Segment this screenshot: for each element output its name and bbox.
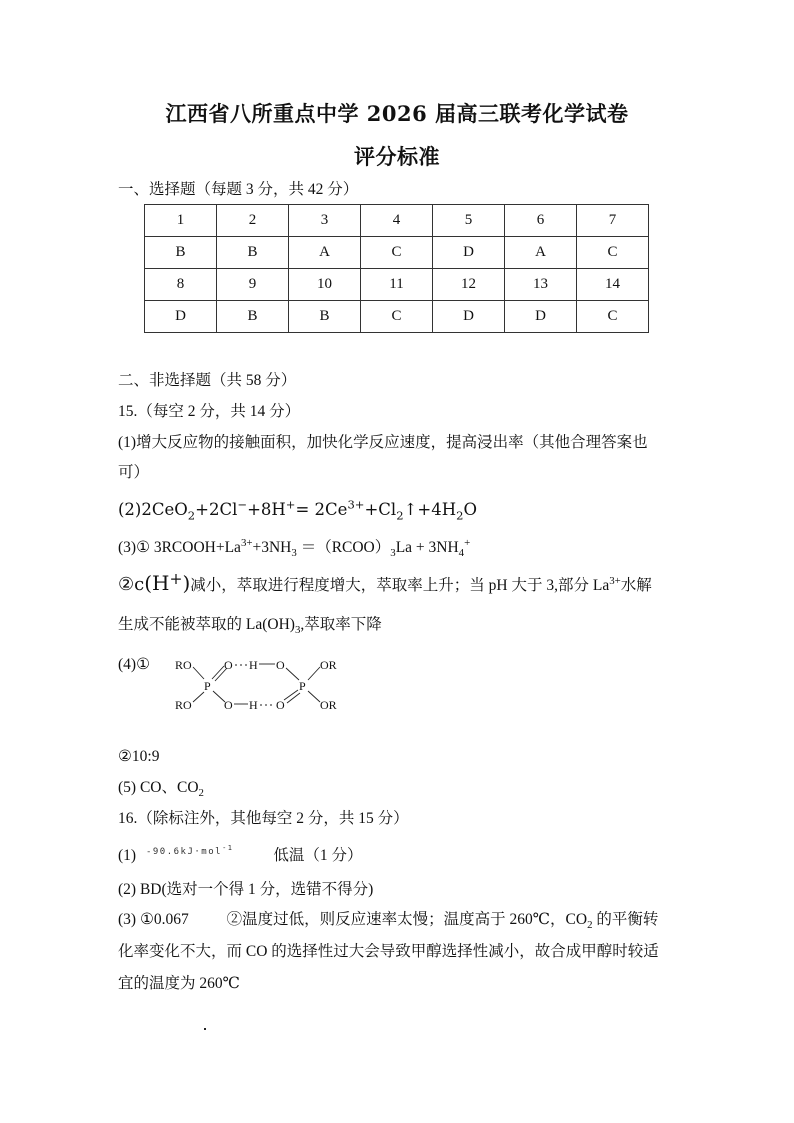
- table-cell: 5: [433, 205, 505, 237]
- q16-p3-line2: 化率变化不大，而 CO 的选择性过大会导致甲醇选择性减小，故合成甲醇时较适: [118, 943, 659, 960]
- table-cell: C: [361, 237, 433, 269]
- q16-p2: (2) BD(选对一个得 1 分，选错不得分): [118, 881, 374, 898]
- bond: [308, 691, 320, 702]
- section1-heading: 一、选择题（每题 3 分，共 42 分）: [118, 181, 359, 198]
- table-cell: 13: [505, 269, 577, 301]
- table-cell: B: [145, 237, 217, 269]
- q16-p1: (1) $^{-90.6kJ\cdot mol-1}$ 低温（1 分）: [118, 844, 363, 864]
- table-cell: 1: [145, 205, 217, 237]
- table-cell: 4: [361, 205, 433, 237]
- document-subtitle: 评分标准: [354, 144, 440, 169]
- table-cell: B: [217, 237, 289, 269]
- table-cell: D: [433, 301, 505, 333]
- h-atom: H: [249, 698, 258, 712]
- table-cell: 6: [505, 205, 577, 237]
- q16-p3-line1: (3) ①0.067 ②温度过低，则反应速率太慢；温度高于 260℃，$CO_2$ 的平衡转: [118, 911, 659, 932]
- q15-p3-2-line2: 生成不能被萃取的 $La(OH)_3$,萃取率下降: [118, 616, 382, 637]
- ro-label: RO: [175, 658, 192, 672]
- o-atom: O: [224, 658, 233, 672]
- q15-p4-1-label: (4)①: [118, 656, 150, 673]
- document-title: 江西省八所重点中学 2026 届高三联考化学试卷: [165, 101, 629, 126]
- answer-table: [144, 204, 649, 333]
- bond: [286, 668, 299, 680]
- double-bond: [212, 666, 224, 679]
- double-bond: [287, 693, 300, 703]
- table-cell: C: [361, 301, 433, 333]
- stray-dot: [204, 1028, 206, 1030]
- table-cell: D: [505, 301, 577, 333]
- q15-p3-1-equation: (3)① $3RCOOH+La^{3+}+3NH_3$ $=(RCOO)_3La + 3NH_4^+$: [118, 536, 471, 560]
- table-cell: 9: [217, 269, 289, 301]
- q16-heading: 16.（除标注外，其他每空 2 分，共 15 分）: [118, 810, 409, 827]
- q15-p2-equation: $(2)2CeO_2+2Cl^-+8H^+= 2Ce^{3+}+Cl_2↑+4H_2O$: [118, 497, 478, 523]
- q15-p3-2-line1: ②c(H+)减小，萃取进行程度增大，萃取率上升；当 pH 大于 3,部分 $La^{3+}$水解: [118, 569, 652, 595]
- o-atom: O: [276, 698, 285, 712]
- table-cell: A: [505, 237, 577, 269]
- table-cell: 3: [289, 205, 361, 237]
- table-row-numbers-2: [145, 269, 649, 301]
- table-cell: D: [145, 301, 217, 333]
- bond: [213, 691, 225, 702]
- table-row-answers-1: [145, 237, 649, 269]
- ro-label: RO: [175, 698, 192, 712]
- q15-p5: (5) CO、$CO_2$: [118, 779, 204, 800]
- double-bond: [215, 668, 227, 681]
- table-cell: 10: [289, 269, 361, 301]
- o-atom: O: [276, 658, 285, 672]
- table-cell: B: [289, 301, 361, 333]
- bond: [193, 667, 204, 679]
- bond: [308, 667, 320, 680]
- q15-p1-line1: (1)增大反应物的接触面积，加快化学反应速度，提高浸出率（其他合理答案也: [118, 434, 648, 451]
- double-bond: [284, 690, 298, 700]
- table-cell: 8: [145, 269, 217, 301]
- q15-p4-2: ②10:9: [118, 748, 160, 765]
- table-cell: A: [289, 237, 361, 269]
- table-row-answers-2: [145, 301, 649, 333]
- phosphate-dimer-structure: [172, 652, 342, 722]
- table-cell: 14: [577, 269, 649, 301]
- table-cell: 11: [361, 269, 433, 301]
- section2-heading: 二、非选择题（共 58 分）: [118, 372, 297, 389]
- table-cell: 12: [433, 269, 505, 301]
- h-atom: H: [249, 658, 258, 672]
- q16-p3-line3: 宜的温度为 260℃: [118, 975, 240, 992]
- table-row-numbers-1: [145, 205, 649, 237]
- or-label: OR: [320, 658, 337, 672]
- table-cell: D: [433, 237, 505, 269]
- table-cell: B: [217, 301, 289, 333]
- p-atom: P: [299, 679, 306, 693]
- table-cell: 2: [217, 205, 289, 237]
- or-label: OR: [320, 698, 337, 712]
- q15-heading: 15.（每空 2 分，共 14 分）: [118, 403, 301, 420]
- table-cell: 7: [577, 205, 649, 237]
- p-atom: P: [204, 679, 211, 693]
- table-cell: C: [577, 237, 649, 269]
- q15-p1-line2: 可）: [118, 464, 150, 481]
- bond: [193, 692, 204, 702]
- o-atom: O: [224, 698, 233, 712]
- table-cell: C: [577, 301, 649, 333]
